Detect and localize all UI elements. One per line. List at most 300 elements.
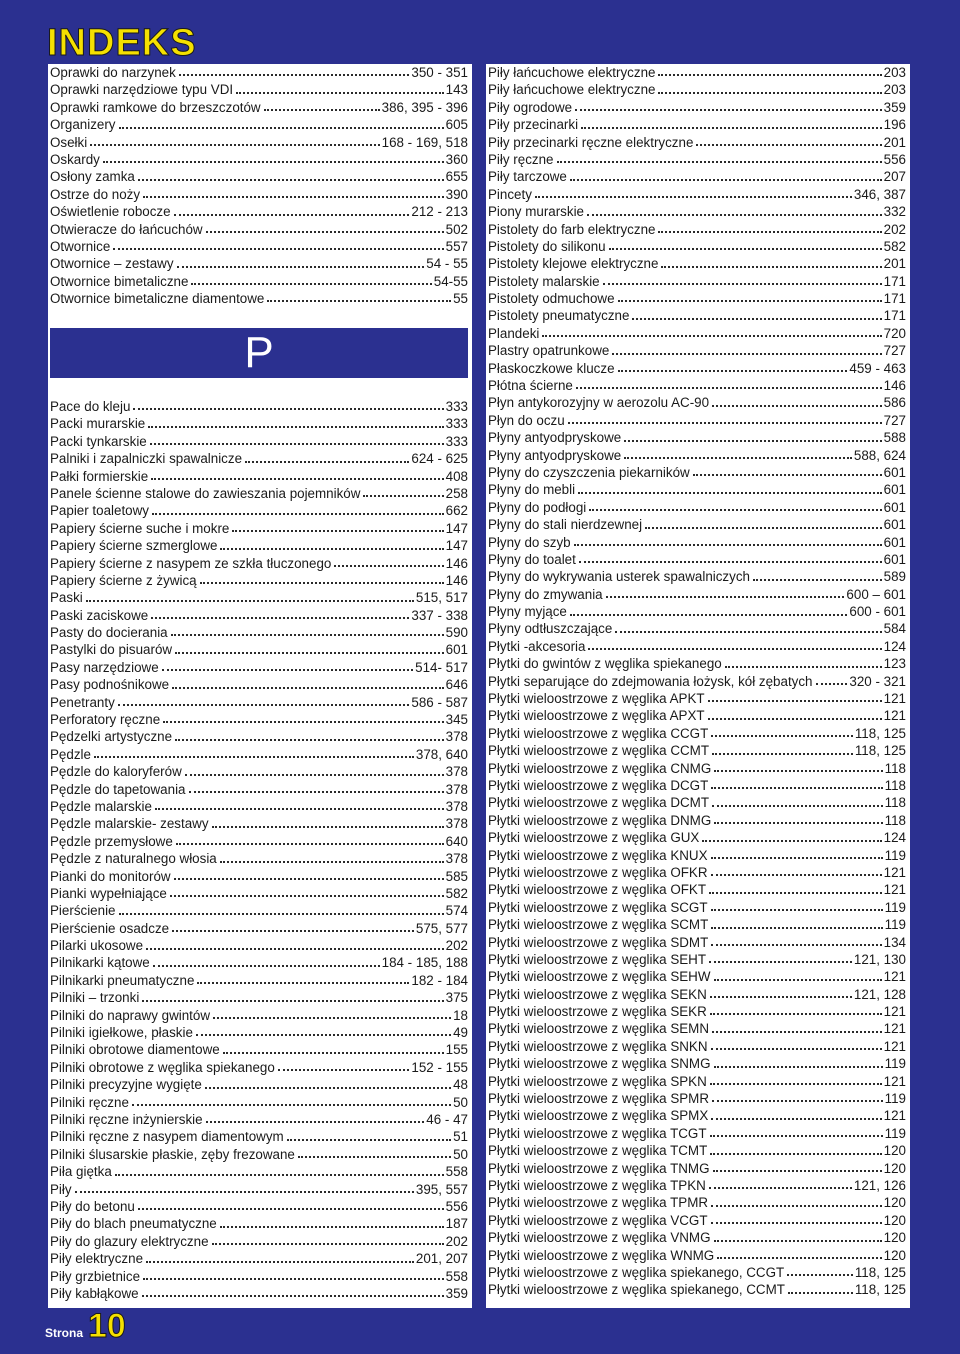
index-entry [488,673,906,690]
entry-name: Paski [50,590,83,606]
entry-page: 120 [883,1143,906,1159]
index-entry [488,360,906,377]
entry-page: 118, 125 [854,1264,906,1280]
index-entry [50,1233,468,1250]
entry-page: 727 [883,343,906,359]
index-entry [488,394,906,411]
dot-leader [142,1295,444,1297]
index-entry [488,290,906,307]
index-entry [50,1198,468,1215]
dot-leader [220,861,444,863]
index-entry [50,168,468,185]
dot-leader [609,248,882,250]
index-entry [50,711,468,728]
entry-name: Ostrze do noży [50,186,141,202]
index-entry [50,676,468,693]
entry-name: Pędzle malarskie- zestawy [50,816,209,832]
index-entry [488,1194,906,1211]
index-entry [488,447,906,464]
index-entry [50,1024,468,1041]
dot-leader [603,283,882,285]
dot-leader [212,826,444,828]
entry-name: Pasy podnośnikowe [50,677,170,693]
dot-leader [146,1261,414,1263]
dot-leader [220,548,443,550]
entry-name: Płyny odtłuszczające [488,621,613,637]
entry-name: Pianki do monitorów [50,868,171,884]
entry-page: 320 - 321 [849,673,906,689]
dot-leader [212,1243,444,1245]
dot-leader [714,1240,882,1242]
entry-page: 121 [883,708,906,724]
entry-page: 152 - 155 [411,1059,468,1075]
entry-name: Płytki wieloostrzowe z węglika APKT [488,691,705,707]
entry-page: 459 - 463 [849,360,906,376]
entry-name: Płyny do szyb [488,534,571,550]
dot-leader [717,1257,881,1259]
index-entry [488,377,906,394]
entry-name: Płytki wieloostrzowe z węglika APXT [488,708,705,724]
entry-page: 202 [883,221,906,237]
index-entry [488,429,906,446]
entry-name: Płytki wieloostrzowe z węglika WNMG [488,1247,715,1263]
index-entry [488,464,906,481]
entry-name: Płyny antyodpryskowe [488,430,622,446]
index-entry [50,1268,468,1285]
index-entry [488,1020,906,1037]
dot-leader [90,144,379,146]
entry-name: Pilniki do naprawy gwintów [50,1007,211,1023]
entry-page: 601 [445,642,468,658]
entry-name: Pilniki ręczne z nasypem diamentowym [50,1129,284,1145]
index-entry [488,568,906,585]
dot-leader [206,1121,425,1123]
entry-name: Papiery ścierne suche i mokre [50,520,230,536]
entry-name: Pilniki ślusarskie płaskie, zęby frezowane [50,1146,295,1162]
dot-leader [191,283,431,285]
entry-page: 147 [445,520,468,536]
index-entry [488,777,906,794]
entry-page: 586 [883,395,906,411]
entry-name: Płytki wieloostrzowe z węglika KNUX [488,847,708,863]
entry-page: 662 [445,503,468,519]
dot-leader [711,874,882,876]
entry-page: 119 [884,1056,906,1072]
entry-name: Otwieracze do łańcuchów [50,221,203,237]
entry-name: Pilniki – trzonki [50,990,140,1006]
dot-leader [624,440,881,442]
dot-leader [576,387,882,389]
index-entry [50,255,468,272]
index-entry [488,255,906,272]
entry-page: 121 [883,882,906,898]
page-title: INDEKS [47,22,197,64]
dot-leader [267,300,451,302]
dot-leader [174,214,410,216]
entry-name: Płyn do oczu [488,412,565,428]
entry-page: 574 [445,903,468,919]
index-entry [488,238,906,255]
entry-page: 121, 128 [853,986,906,1002]
dot-leader [661,266,881,268]
entry-page: 50 [453,1094,468,1110]
entry-name: Płyny do toalet [488,551,576,567]
dot-leader [712,805,883,807]
index-entry [50,520,468,537]
dot-leader [624,457,852,459]
entry-name: Piły kabłąkowe [50,1285,139,1301]
entry-page: 727 [883,412,906,428]
index-entry [488,99,906,116]
entry-name: Płytki separujące do zdejmowania łożysk, kół zębatych [488,673,813,689]
index-entry [50,238,468,255]
entry-page: 18 [453,1007,468,1023]
entry-name: Pierścienie osadcze [50,920,170,936]
entry-name: Płytki wieloostrzowe z węglika DNMG [488,812,712,828]
dot-leader [133,408,443,410]
dot-leader [334,565,443,567]
dot-leader [175,739,444,741]
index-entry [488,307,906,324]
entry-name: Pierścienie [50,903,116,919]
index-entry [50,868,468,885]
dot-leader [232,530,443,532]
entry-page: 143 [445,82,468,98]
index-entry [488,1107,906,1124]
entry-name: Organizery [50,117,116,133]
entry-page: 121 [883,1108,906,1124]
index-entry [50,502,468,519]
index-entry [488,221,906,238]
entry-page: 119 [884,1125,906,1141]
index-entry [488,1090,906,1107]
entry-name: Płytki wieloostrzowe z węglika CCGT [488,725,709,741]
dot-leader [589,509,881,511]
index-entry [50,955,468,972]
index-entry [488,1142,906,1159]
entry-name: Pilniki obrotowe diamentowe [50,1042,220,1058]
dot-leader [176,843,444,845]
entry-page: 378 [445,729,468,745]
entry-name: Pędzelki artystyczne [50,729,173,745]
index-entry [50,659,468,676]
entry-name: Penetranty [50,694,115,710]
entry-page: 119 [884,1091,906,1107]
entry-name: Płytki wieloostrzowe z węglika spiekanego, CCGT [488,1264,785,1280]
dot-leader [557,161,882,163]
entry-name: Oprawki ramkowe do brzeszczotów [50,99,261,115]
entry-name: Pędzle malarskie [50,798,152,814]
entry-page: 120 [883,1247,906,1263]
index-entry [50,116,468,133]
index-entry [50,1163,468,1180]
dot-leader [711,944,881,946]
entry-page: 588, 624 [853,447,906,463]
entry-name: Płytki wieloostrzowe z węglika SEHT [488,951,707,967]
entry-page: 601 [883,464,906,480]
index-entry [50,624,468,641]
dot-leader [155,808,444,810]
index-entry [50,572,468,589]
dot-leader [143,196,444,198]
dot-leader [143,1278,444,1280]
entry-name: Pistolety odmuchowe [488,291,615,307]
entry-page: 600 – 601 [846,586,906,602]
entry-name: Płyny do podłogi [488,499,587,515]
entry-name: Piły łańcuchowe elektryczne [488,82,656,98]
index-entry [488,1229,906,1246]
entry-name: Pilniki igiełkowe, płaskie [50,1025,193,1041]
entry-name: Plandeki [488,325,540,341]
index-entry [50,81,468,98]
entry-page: 575, 577 [415,920,468,936]
entry-page: 124 [883,638,906,654]
index-entry [50,1076,468,1093]
dot-leader [103,161,444,163]
dot-leader [587,214,882,216]
dot-leader [711,1118,881,1120]
dot-leader [658,231,881,233]
entry-name: Pędzle do kaloryferów [50,764,182,780]
entry-name: Piła giętka [50,1164,112,1180]
entry-page: 337 - 338 [411,607,468,623]
index-entry [50,1059,468,1076]
entry-name: Osłony zamka [50,169,135,185]
dot-leader [205,1087,451,1089]
index-entry [50,555,468,572]
entry-name: Piły łańcuchowe elektryczne [488,64,656,80]
index-entry [50,273,468,290]
entry-name: Płytki wieloostrzowe z węglika SDMT [488,934,709,950]
entry-page: 558 [445,1164,468,1180]
index-entry [488,1177,906,1194]
index-entry [488,968,906,985]
index-entry [488,534,906,551]
index-entry [50,607,468,624]
entry-page: 585 [445,868,468,884]
entry-name: Piły do glazury elektryczne [50,1233,209,1249]
index-entry [488,603,906,620]
index-entry [488,412,906,429]
index-entry [50,398,468,415]
entry-page: 118, 125 [854,1282,906,1298]
entry-name: Płytki wieloostrzowe z węglika VCGT [488,1212,708,1228]
entry-page: 120 [883,1212,906,1228]
index-entry [488,829,906,846]
dot-leader [568,422,882,424]
entry-page: 601 [883,482,906,498]
entry-name: Płytki wieloostrzowe z węglika SPKN [488,1073,707,1089]
entry-page: 556 [883,151,906,167]
entry-name: Pałki formierskie [50,468,149,484]
dot-leader [711,857,883,859]
entry-page: 202 [445,938,468,954]
entry-name: Piły przecinarki ręczne elektryczne [488,134,694,150]
dot-leader [712,753,853,755]
entry-page: 346, 387 [853,186,906,202]
entry-name: Pace do kleju [50,398,131,414]
dot-leader [708,700,882,702]
dot-leader [725,666,882,668]
index-entry [488,725,906,742]
dot-leader [146,948,444,950]
index-entry [50,221,468,238]
dot-leader [148,426,443,428]
dot-leader [712,1031,882,1033]
dot-leader [179,74,410,76]
index-entry [50,290,468,307]
dot-leader [702,840,881,842]
entry-name: Płyny do wykrywania usterek spawalniczych [488,569,750,585]
entry-page: 584 [883,621,906,637]
entry-page: 134 [883,934,906,950]
entry-name: Pasy narzędziowe [50,659,159,675]
entry-name: Płytki wieloostrzowe z węglika SPMR [488,1091,710,1107]
index-entry [488,812,906,829]
index-entry [488,864,906,881]
dot-leader [163,721,444,723]
entry-name: Otwornice bimetaliczne diamentowe [50,291,265,307]
entry-name: Płyny do czyszczenia piekarników [488,464,690,480]
index-entry [488,134,906,151]
dot-leader [714,770,882,772]
dot-leader [115,1174,444,1176]
dot-leader [579,561,882,563]
entry-name: Płytki wieloostrzowe z węglika OFKR [488,864,708,880]
entry-page: 345 [445,712,468,728]
dot-leader [278,1069,410,1071]
entry-page: 207 [883,169,906,185]
entry-name: Płytki wieloostrzowe z węglika CCMT [488,743,709,759]
entry-page: 582 [445,885,468,901]
entry-name: Piły do blach pneumatyczne [50,1216,217,1232]
entry-name: Płytki wieloostrzowe z węglika DCMT [488,795,709,811]
index-entry [50,433,468,450]
index-entry [50,728,468,745]
entry-page: 201 [883,256,906,272]
index-entry [50,763,468,780]
dot-leader [612,353,881,355]
entry-name: Płytki wieloostrzowe z węglika SNMG [488,1056,711,1072]
entry-page: 646 [445,677,468,693]
dot-leader [709,1187,852,1189]
index-entry [488,621,906,638]
index-entry [50,989,468,1006]
dot-leader [578,492,882,494]
entry-page: 201, 207 [415,1251,468,1267]
index-entry [488,707,906,724]
right-column [486,64,910,1308]
dot-leader [708,718,882,720]
dot-leader [711,787,882,789]
entry-name: Płytki wieloostrzowe z węglika GUX [488,830,700,846]
entry-page: 359 [883,99,906,115]
index-entry [50,1041,468,1058]
index-entry [50,203,468,220]
entry-name: Płyny antyodpryskowe [488,447,622,463]
entry-page: 121 [883,1021,906,1037]
dot-leader [206,231,444,233]
index-entry [50,537,468,554]
entry-page: 124 [883,830,906,846]
entry-page: 378 [445,781,468,797]
entry-page: 655 [445,169,468,185]
entry-page: 120 [883,1160,906,1176]
index-entry [50,937,468,954]
dot-leader [535,196,852,198]
entry-page: 359 [445,1285,468,1301]
dot-leader [710,1083,882,1085]
entry-page: 146 [883,378,906,394]
dot-leader [709,961,852,963]
entry-page: 556 [445,1198,468,1214]
left-column [48,64,472,1308]
index-entry [488,1003,906,1020]
entry-name: Płyn antykorozyjny w aerozolu AC-90 [488,395,710,411]
dot-leader [712,1100,883,1102]
index-entry [488,186,906,203]
entry-name: Pędzle [50,746,91,762]
index-entry [50,885,468,902]
dot-leader [152,513,444,515]
entry-page: 171 [883,273,906,289]
index-entry [488,794,906,811]
entry-page: 184 - 185, 188 [381,955,468,971]
entry-page: 171 [883,291,906,307]
index-entry [488,1264,906,1281]
entry-name: Płytki wieloostrzowe z węglika SNKN [488,1038,708,1054]
entry-name: Płytki wieloostrzowe z węglika SEHW [488,969,711,985]
entry-page: 48 [453,1077,468,1093]
dot-leader [171,634,444,636]
entry-page: 212 - 213 [411,204,468,220]
dot-leader [714,1066,883,1068]
entry-name: Piły ręczne [488,151,554,167]
entry-name: Płyny do mebli [488,482,576,498]
entry-page: 375 [445,990,468,1006]
entry-page: 378 [445,798,468,814]
dot-leader [170,895,444,897]
entry-page: 378 [445,816,468,832]
dot-leader [298,1156,451,1158]
dot-leader [200,582,444,584]
entry-name: Płytki wieloostrzowe z węglika TPMR [488,1195,709,1211]
entry-page: 333 [445,433,468,449]
index-list-o [50,64,468,307]
dot-leader [588,648,881,650]
dot-leader [711,735,853,737]
dot-leader [118,704,410,706]
entry-page: 187 [445,1216,468,1232]
entry-page: 119 [884,917,906,933]
dot-leader [236,92,444,94]
entry-name: Packi murarskie [50,416,146,432]
dot-leader [185,774,444,776]
dot-leader [693,474,882,476]
index-entry [488,899,906,916]
entry-name: Piły tarczowe [488,169,567,185]
entry-name: Pilarki ukosowe [50,938,144,954]
dot-leader [119,913,444,915]
entry-page: 119 [884,847,906,863]
entry-page: 121 [883,1038,906,1054]
index-entry [488,847,906,864]
dot-leader [213,1017,451,1019]
index-entry [50,746,468,763]
index-entry [50,64,468,81]
index-entry [488,638,906,655]
entry-name: Płytki wieloostrzowe z węglika SCGT [488,899,708,915]
